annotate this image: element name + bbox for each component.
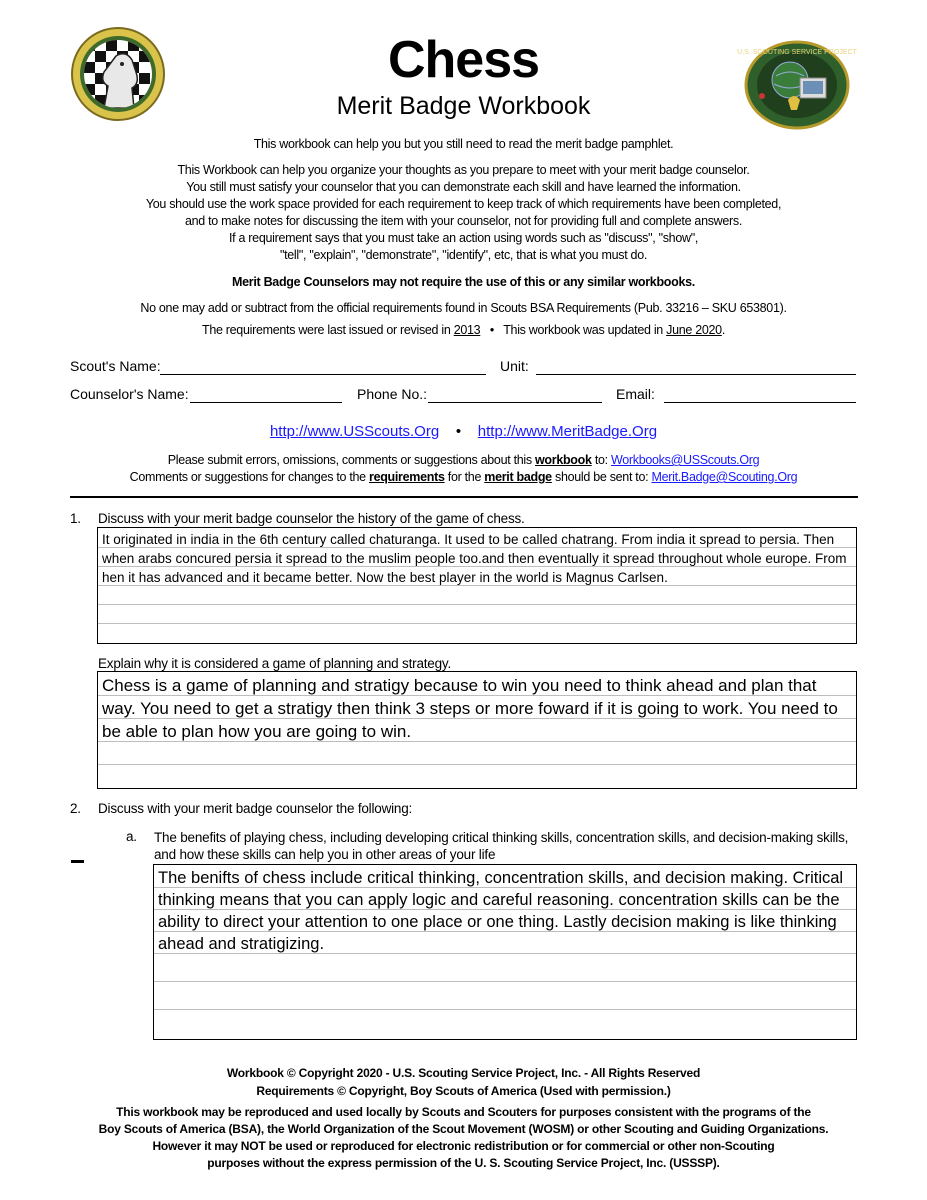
comments-note: [60, 469, 867, 486]
intro-line: This workbook can help you but you still need to read the merit badge pamphlet.: [253, 137, 674, 151]
page-title: Chess: [387, 31, 540, 89]
page-subtitle: Merit Badge Workbook: [336, 92, 591, 120]
comments-mid: for the: [444, 470, 485, 484]
updated-date: June 2020: [666, 323, 722, 337]
comments-suffix: should be sent to:: [551, 470, 652, 484]
patch-text: U.S. SCOUTING SERVICE PROJECT: [737, 49, 857, 56]
reproduction-line: However it may NOT be used or reproduced for electronic redistribution or for commercial or other non-Scouting: [152, 1139, 775, 1153]
issued-year: 2013: [453, 323, 481, 337]
margin-mark: [71, 860, 84, 863]
req1b-answer-text: Chess is a game of planning and stratigy because to win you need to think ahead and plan that way. You need to get a stratigy then think 3 steps or more foward if it is going to work. You need to be able to plan how you are going to win.: [102, 676, 843, 741]
intro-para-line: You should use the work space provided for each requirement to keep track of which requirements have been completed,: [145, 197, 782, 211]
intro-para-line: and to make notes for discussing the item with your counselor, not for providing full and complete answers.: [184, 214, 743, 228]
section-divider: [70, 496, 858, 498]
phone-field[interactable]: [428, 386, 602, 403]
req1-answer-box[interactable]: [97, 527, 857, 644]
intro-paragraph: [60, 162, 867, 264]
intro-para-line: "tell", "explain", "demonstrate", "identify", etc, that is what you must do.: [279, 248, 648, 262]
req2-text: Discuss with your merit badge counselor the following:: [98, 801, 413, 816]
req2a-text: The benefits of playing chess, including developing critical thinking skills, concentration skills, and decision-making skills, and how these skills can help you in other areas of your life: [154, 830, 849, 862]
counselor-name-field[interactable]: [190, 386, 342, 403]
scout-name-field[interactable]: [160, 358, 486, 375]
meritbadge-link[interactable]: http://www.MeritBadge.Org: [477, 423, 658, 440]
official-requirements-note: No one may add or subtract from the official requirements found in Scouts BSA Requirements (Pub. 33216 – SKU 653801).: [140, 301, 787, 315]
submit-prefix: Please submit errors, omissions, comments or suggestions about this: [167, 453, 535, 467]
req1b-text: Explain why it is considered a game of planning and strategy.: [98, 656, 452, 671]
req1b-answer-box[interactable]: [97, 671, 857, 789]
intro-para-line: If a requirement says that you must take an action using words such as "discuss", "show",: [228, 231, 699, 245]
reproduction-notice: [40, 1104, 887, 1172]
counselor-name-label: Counselor's Name:: [70, 386, 189, 402]
req2a-answer-text: The benifts of chess include critical thinking, concentration skills, and decision making. Critical thinking means that you can apply logic and careful reasoning. concentration skills can be the ability to direct your attention to one place or one thing. Lastly decision making is like thinking ahead and stratigizing.: [158, 869, 848, 953]
email-label: Email:: [616, 386, 655, 402]
req2a-answer-box[interactable]: [153, 864, 857, 1040]
link-separator: •: [455, 423, 462, 440]
reproduction-line: Boy Scouts of America (BSA), the World Organization of the Scout Movement (WOSM) or other Scouting and Guiding Organizations.: [98, 1122, 829, 1136]
unit-label: Unit:: [500, 358, 529, 374]
updated-suffix: .: [721, 323, 725, 337]
copyright-workbook: Workbook © Copyright 2020 - U.S. Scouting Service Project, Inc. - All Rights Reserved: [226, 1066, 701, 1080]
submit-to: to:: [591, 453, 611, 467]
bullet-separator: •: [489, 323, 494, 337]
intro-para-line: You still must satisfy your counselor that you can demonstrate each skill and have learned the information.: [186, 180, 741, 194]
phone-label: Phone No.:: [357, 386, 428, 402]
comments-bold-requirements: requirements: [369, 470, 445, 484]
submit-errors-note: [60, 452, 867, 469]
issued-prefix: The requirements were last issued or revised in: [201, 323, 454, 337]
comments-prefix: Comments or suggestions for changes to the: [129, 470, 369, 484]
email-field[interactable]: [664, 386, 856, 403]
counselor-notice: Merit Badge Counselors may not require the use of this or any similar workbooks.: [232, 275, 695, 289]
meritbadge-email-link[interactable]: Merit.Badge@Scouting.Org: [651, 470, 798, 484]
comments-bold-merit-badge: merit badge: [484, 470, 552, 484]
reproduction-line: This workbook may be reproduced and used locally by Scouts and Scouters for purposes consistent with the programs of the: [116, 1105, 811, 1119]
copyright-requirements: Requirements © Copyright, Boy Scouts of America (Used with permission.): [256, 1084, 671, 1098]
unit-field[interactable]: [536, 358, 856, 375]
intro-para-line: This Workbook can help you organize your thoughts as you prepare to meet with your merit badge counselor.: [177, 163, 750, 177]
submit-bold: workbook: [535, 453, 592, 467]
workbooks-email-link[interactable]: Workbooks@USScouts.Org: [610, 453, 760, 467]
req1-text: Discuss with your merit badge counselor the history of the game of chess.: [98, 511, 525, 526]
req2-number: 2.: [70, 801, 81, 816]
req2a-letter: a.: [126, 829, 137, 844]
usscouts-link[interactable]: http://www.USScouts.Org: [269, 423, 440, 440]
website-links: [0, 423, 927, 440]
revision-info: [60, 322, 867, 339]
req1-number: 1.: [70, 511, 81, 526]
req1-answer-text: It originated in india in the 6th century called chaturanga. It used to be called chatrang. From india it spread to persia. Then when arabs concured persia it spread to the muslim people too.and then eventually it spread throughout whole europe. From hen it has advanced and it became better. Now the best player in the world is Magnus Carlsen.: [102, 532, 851, 585]
reproduction-line: purposes without the express permission of the U. S. Scouting Service Project, Inc. (USSSP).: [207, 1156, 720, 1170]
updated-prefix: This workbook was updated in: [503, 323, 667, 337]
scout-name-label: Scout's Name:: [70, 358, 161, 374]
